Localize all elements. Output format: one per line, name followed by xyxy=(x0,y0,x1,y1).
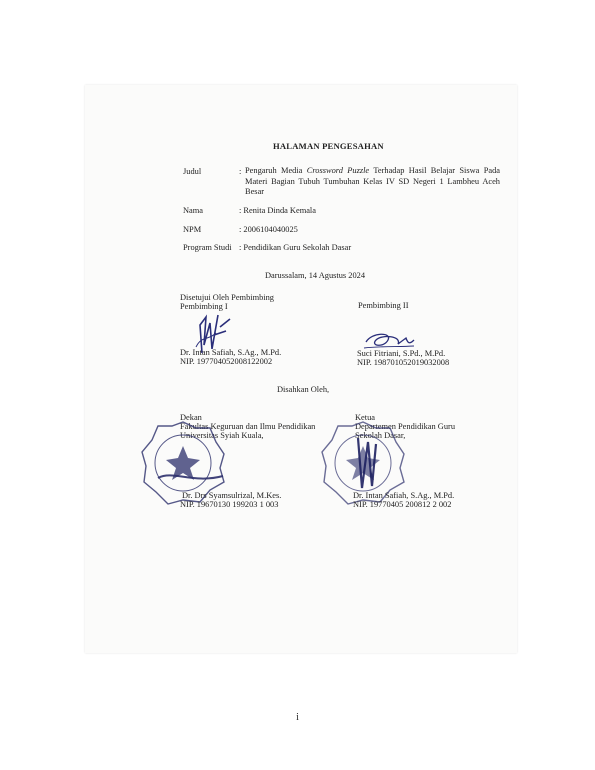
nama-value: : Renita Dinda Kemala xyxy=(239,206,316,215)
pembimbing1-label: Pembimbing I xyxy=(180,302,228,311)
ketua-label: Ketua xyxy=(355,413,375,422)
judul-value xyxy=(245,166,500,198)
ketua-department: Departemen Pendidikan Guru xyxy=(355,422,456,431)
dekan-university: Universitas Syiah Kuala, xyxy=(180,431,264,440)
pembimbing2-label: Pembimbing II xyxy=(358,301,409,310)
approval-heading: Disetujui Oleh Pembimbing xyxy=(180,293,274,302)
ketua-department-2: Sekolah Dasar, xyxy=(355,431,406,440)
prodi-label: Program Studi xyxy=(183,243,232,252)
place-date: Darussalam, 14 Agustus 2024 xyxy=(265,271,366,280)
judul-colon: : xyxy=(239,167,242,176)
pembimbing2-name: Suci Fitriani, S.Pd., M.Pd. xyxy=(357,349,446,358)
judul-value-italic: Crossword Puzzle xyxy=(306,166,370,175)
judul-label: Judul xyxy=(183,167,202,176)
dekan-label: Dekan xyxy=(180,413,202,422)
page-title: HALAMAN PENGESAHAN xyxy=(273,141,384,151)
npm-value: : 2006104040025 xyxy=(239,225,298,234)
page-number: i xyxy=(296,712,299,723)
dekan-nip: NIP. 19670130 199203 1 003 xyxy=(180,500,279,509)
pembimbing2-nip: NIP. 198701052019032008 xyxy=(357,358,450,367)
npm-label: NPM xyxy=(183,225,202,234)
nama-label: Nama xyxy=(183,206,203,215)
ketua-name: Dr. Intan Safiah, S.Ag., M.Pd. xyxy=(353,491,455,500)
judul-value-part2: Terhadap Hasil Belajar Siswa Pada Materi Bagian Tubuh Tumbuhan Kelas IV SD Negeri 1 Lambheu Aceh Besar xyxy=(245,166,501,196)
pembimbing1-nip: NIP. 197704052008122002 xyxy=(180,357,273,366)
prodi-value: : Pendidikan Guru Sekolah Dasar xyxy=(239,243,352,252)
pembimbing1-name: Dr. Intan Safiah, S.Ag., M.Pd. xyxy=(180,348,282,357)
ketua-nip: NIP. 19770405 200812 2 002 xyxy=(353,500,452,509)
dekan-name: Dr. Drs Syamsulrizal, M.Kes. xyxy=(182,491,282,500)
dekan-faculty: Fakultas Keguruan dan Ilmu Pendidikan xyxy=(180,422,316,431)
ratified-heading: Disahkan Oleh, xyxy=(277,385,330,394)
judul-value-part1: Pengaruh Media xyxy=(245,166,307,175)
